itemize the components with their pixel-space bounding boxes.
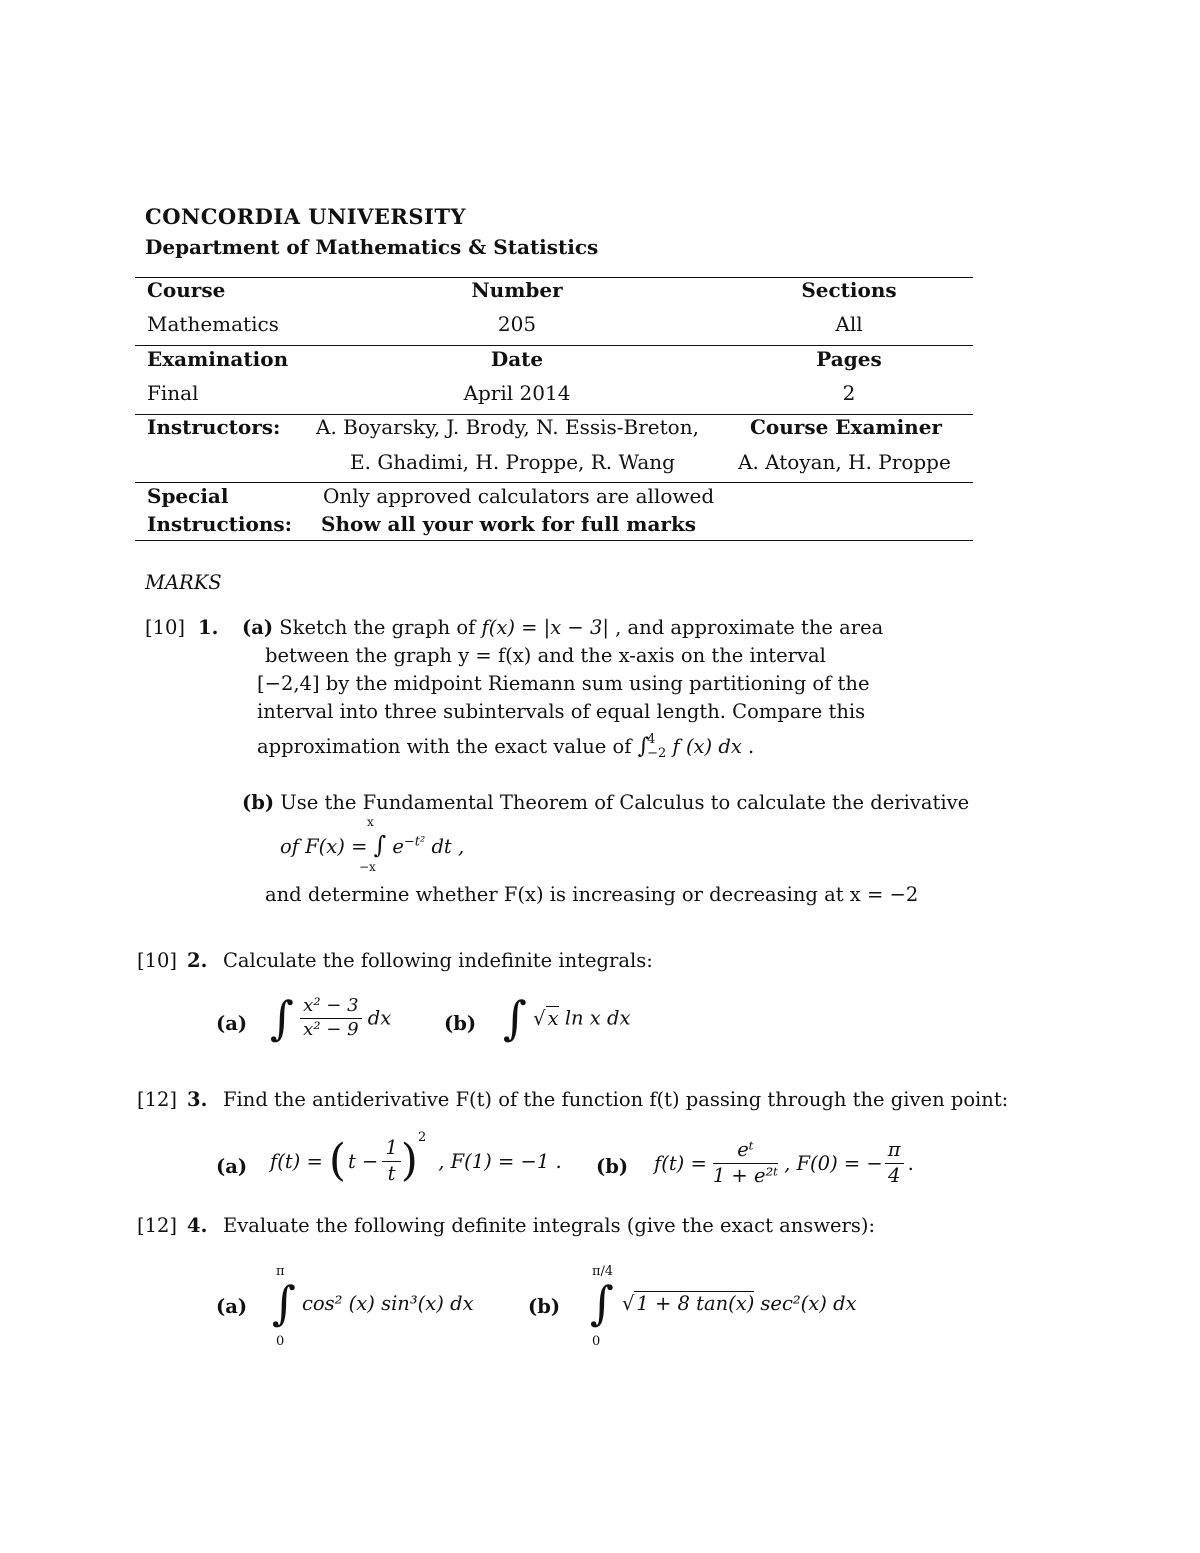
q3b-expression — [654, 1135, 914, 1191]
q1b-text: Use the Fundamental Theorem of Calculus to calculate the derivative — [280, 791, 970, 814]
number-label: Number — [471, 278, 563, 302]
q3b-f: f(t) = — [654, 1151, 707, 1175]
q1a-integrand: f (x) dx — [672, 734, 742, 758]
q3b-condition: , F(0) = − — [784, 1151, 883, 1175]
q4-number: 4. — [187, 1214, 208, 1237]
q1a-line-5 — [257, 733, 754, 762]
date-value: April 2014 — [463, 381, 571, 405]
q2a-fraction — [300, 995, 361, 1041]
q3a-numerator: 1 — [382, 1136, 400, 1161]
q1b-of: of F(x) = — [280, 835, 368, 858]
q4a-integral-sign: ∫ — [272, 1276, 296, 1330]
examiner-value: A. Atoyan, H. Proppe — [738, 450, 951, 474]
q3b-pi: π — [885, 1138, 904, 1163]
course-label: Course — [147, 278, 226, 302]
q1b-function — [280, 831, 464, 859]
q3a-denominator: t — [387, 1161, 396, 1185]
q3a-fraction — [382, 1136, 400, 1186]
q1a-text-post: , and approximate the area — [615, 616, 884, 639]
exam-value: Final — [147, 381, 199, 405]
q1b-upper-limit: x — [367, 815, 374, 829]
q1b-lower-limit: −x — [359, 860, 376, 874]
pages-value: 2 — [842, 381, 856, 405]
q3-text: Find the antiderivative F(t) of the function f(t) passing through the given point: — [223, 1088, 1009, 1111]
q1a-upper-limit: 4 — [647, 732, 656, 747]
q3a-expression — [270, 1130, 562, 1192]
table-rule-2 — [135, 345, 973, 346]
q1b-line-1 — [242, 791, 969, 814]
q1a-limits — [647, 733, 666, 762]
examiner-label: Course Examiner — [750, 415, 942, 439]
q2a-label: (a) — [216, 1012, 248, 1035]
q4b-rest: sec²(x) dx — [760, 1291, 857, 1315]
q4b-expression: ∫ √ 1 + 8 tan(x) sec²(x) dx — [590, 1276, 857, 1330]
marks-heading: MARKS — [145, 571, 222, 594]
q1a-integral-sign: ∫ — [637, 733, 650, 759]
number-value: 205 — [497, 312, 537, 336]
table-rule-bottom — [135, 540, 973, 541]
q4a-upper-limit: π — [276, 1264, 285, 1279]
q2-number: 2. — [187, 949, 208, 972]
q3a-power: 2 — [417, 1130, 427, 1145]
q1b-dt: dt , — [431, 835, 465, 858]
q1a-function: f(x) = |x − 3| — [481, 616, 609, 639]
q3b-four: 4 — [887, 1163, 901, 1187]
q3b-label: (b) — [596, 1155, 629, 1178]
q4b-integral-sign: ∫ — [590, 1276, 614, 1330]
q3b-pi-fraction — [885, 1138, 904, 1188]
special-line-1: Only approved calculators are allowed — [323, 484, 715, 508]
sections-label: Sections — [801, 278, 897, 302]
exam-label: Examination — [147, 347, 289, 371]
instructors-line-1: A. Boyarsky, J. Brody, N. Essis-Breton, — [316, 415, 699, 439]
q2a-expression — [270, 991, 392, 1045]
q3b-numerator: eᵗ — [713, 1138, 778, 1163]
q1-number: 1. — [198, 616, 219, 639]
date-label: Date — [490, 347, 544, 371]
pages-label: Pages — [816, 347, 882, 371]
q3a-t: t − — [347, 1149, 379, 1173]
q3b-fraction — [713, 1138, 778, 1188]
q4b-upper-limit: π/4 — [592, 1264, 614, 1279]
q3-marks: [12] — [137, 1088, 178, 1111]
q3a-left-paren: ( — [328, 1135, 346, 1186]
q1-marks: [10] — [145, 616, 186, 639]
q3b-end: . — [907, 1151, 914, 1175]
q1a-text: Sketch the graph of — [279, 616, 476, 639]
q4-text: Evaluate the following definite integrals (give the exact answers): — [223, 1214, 876, 1237]
q1b-integral-sign: ∫ — [373, 831, 387, 859]
q2b-label: (b) — [444, 1012, 477, 1035]
q3a-right-paren: ) — [400, 1135, 418, 1186]
q2b-sqrt: x — [547, 1007, 559, 1030]
q2a-integral-sign: ∫ — [270, 991, 294, 1045]
q4a-label: (a) — [216, 1295, 248, 1318]
special-label-2: Instructions: — [147, 512, 293, 536]
special-label-1: Special — [147, 484, 229, 508]
q1a-line-4: interval into three subintervals of equal length. Compare this — [257, 700, 866, 723]
q2-marks: [10] — [137, 949, 178, 972]
q1a-label: (a) — [242, 616, 274, 639]
q3a-condition: , F(1) = −1 . — [438, 1149, 562, 1173]
q4b-lower-limit: 0 — [592, 1334, 601, 1349]
q2b-rest: ln x dx — [564, 1006, 631, 1030]
q2a-denominator: x² − 9 — [303, 1018, 359, 1040]
q1b-exponent: −t² — [403, 834, 426, 850]
instructors-line-2: E. Ghadimi, H. Proppe, R. Wang — [350, 450, 675, 474]
q4-marks: [12] — [137, 1214, 178, 1237]
instructors-label: Instructors: — [147, 415, 281, 439]
q3a-f: f(t) = — [270, 1149, 323, 1173]
q3b-denominator: 1 + e²ᵗ — [712, 1163, 779, 1187]
q1b-label: (b) — [242, 791, 275, 814]
q1b-integrand: e — [392, 835, 404, 858]
q4a-expression — [272, 1276, 474, 1330]
table-rule-4 — [135, 482, 973, 483]
department-name: Department of Mathematics & Statistics — [145, 235, 599, 259]
q2b-expression: ∫ √ x ln x dx — [503, 991, 631, 1045]
q1a-line-2: between the graph y = f(x) and the x-axis on the interval — [265, 644, 826, 667]
q1a-end: . — [748, 734, 755, 758]
q2a-numerator: x² − 3 — [300, 995, 361, 1019]
q1b-line-3: and determine whether F(x) is increasing or decreasing at x = −2 — [265, 883, 919, 906]
q1a-line-3: [−2,4] by the midpoint Riemann sum using partitioning of the — [257, 672, 870, 695]
sections-value: All — [835, 312, 863, 336]
special-line-2: Show all your work for full marks — [321, 512, 697, 536]
course-value: Mathematics — [147, 312, 279, 336]
q2a-dx: dx — [367, 1006, 392, 1030]
university-name: CONCORDIA UNIVERSITY — [145, 204, 466, 229]
q2b-integral-sign: ∫ — [503, 991, 527, 1045]
q4a-lower-limit: 0 — [276, 1334, 285, 1349]
q3a-label: (a) — [216, 1155, 248, 1178]
q2-text: Calculate the following indefinite integrals: — [223, 949, 653, 972]
q4b-sqrt: 1 + 8 tan(x) — [636, 1292, 755, 1315]
q4a-integrand: cos² (x) sin³(x) dx — [301, 1291, 474, 1315]
q4b-label: (b) — [528, 1295, 561, 1318]
q1a-line-5-text: approximation with the exact value of — [257, 734, 632, 758]
q3-number: 3. — [187, 1088, 208, 1111]
q1a-lower-limit: −2 — [647, 746, 667, 762]
q1a-line-1 — [242, 616, 883, 639]
